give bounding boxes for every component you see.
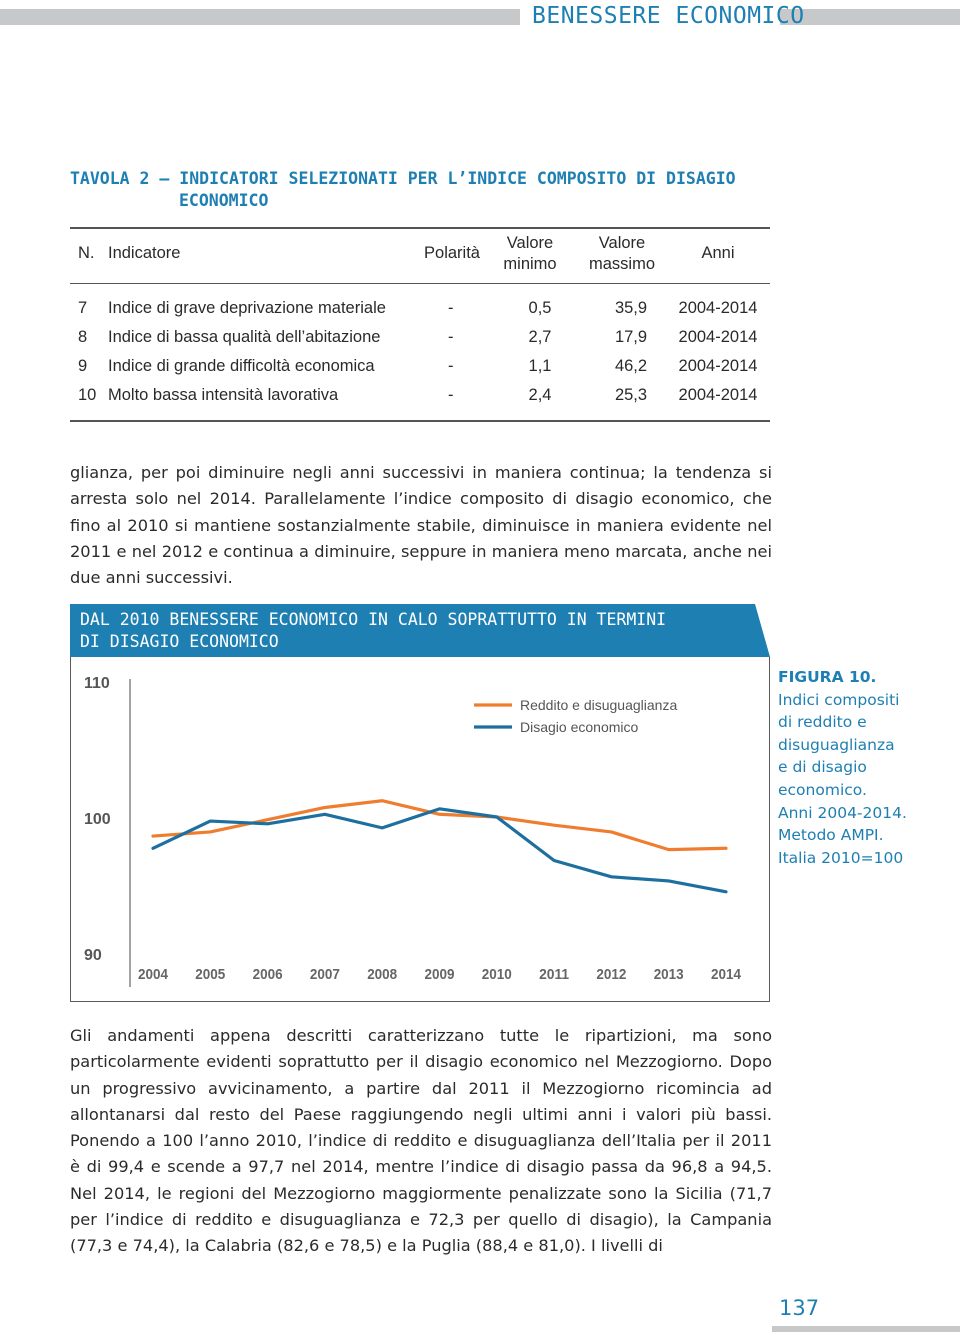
row-min: 1,1: [528, 357, 552, 375]
x-tick-label: 2004: [138, 966, 169, 983]
body-paragraph-2: Gli andamenti appena descritti caratterizzano tutte le ripartizioni, ma sono particolarmente evidenti soprattutto per il disagio economico nel Mezzogiorno. Dopo un progressivo avvicinamento, a partire dal 2011 il Mezzogiorno ricomincia ad allontanarsi dal resto del Paese raggiungendo negli ultimi anni i valori più bassi. Ponendo a 100 l’anno 2010, l’indice di reddito e disuguaglianza dell’Italia per il 2011 è di 99,4 e scende a 97,7 nel 2014, mentre l’indice di disagio passa da 96,8 a 94,5. Nel 2014, le regioni del Mezzogiorno maggiormente penalizzate sono la Sicilia (71,7 per l’indice di reddito e disuguaglianza e 72,3 per quello di disagio), la Campania (77,3 e 74,4), la Calabria (82,6 e 78,5) e la Puglia (88,4 e 81,0). I livelli di: [70, 1026, 772, 1256]
header-polarita: Polarità: [424, 244, 480, 262]
header-valore-massimo-l1: Valore: [598, 234, 646, 252]
header-valore-minimo-l2: minimo: [503, 255, 557, 273]
row-min: 2,4: [528, 386, 552, 404]
row-polarita: -: [448, 328, 454, 346]
row-max: 35,9: [614, 299, 648, 317]
header-valore-massimo: [578, 233, 666, 275]
row-anni: 2004-2014: [678, 386, 758, 404]
table-top-rule: [70, 227, 770, 229]
header-bar-left: [0, 9, 520, 25]
caption-line: Italia 2010=100: [778, 848, 904, 867]
row-n: 7: [78, 299, 88, 317]
x-tick-label: 2012: [596, 966, 627, 983]
row-anni: 2004-2014: [678, 299, 758, 317]
row-min: 0,5: [528, 299, 552, 317]
section-title: BENESSERE ECONOMICO: [532, 3, 805, 29]
row-indicatore: Indice di bassa qualità dell’abitazione: [108, 328, 381, 346]
row-indicatore: Molto bassa intensità lavorativa: [108, 386, 339, 404]
row-polarita: -: [448, 299, 454, 317]
x-tick-label: 2014: [711, 966, 742, 983]
legend-label: Disagio economico: [520, 719, 639, 735]
x-tick-label: 2005: [195, 966, 226, 983]
row-max: 25,3: [614, 386, 648, 404]
x-tick-label: 2011: [539, 966, 570, 983]
page-number: 137: [779, 1296, 820, 1320]
row-min: 2,7: [528, 328, 552, 346]
x-tick-label: 2006: [252, 966, 283, 983]
header-anni: Anni: [701, 244, 735, 262]
caption-line: Indici compositi: [778, 690, 900, 709]
row-max: 17,9: [614, 328, 648, 346]
chart-title-line1: DAL 2010 BENESSERE ECONOMICO IN CALO SOPRATTUTTO IN TERMINI: [80, 610, 667, 629]
header-valore-massimo-l2: massimo: [588, 255, 655, 273]
x-tick-label: 2008: [367, 966, 398, 983]
page-footer-rule: [772, 1326, 960, 1332]
header-valore-minimo: [488, 233, 572, 275]
line-chart: [70, 657, 770, 1002]
header-n: N.: [78, 244, 95, 262]
y-tick-label: 100: [84, 811, 111, 828]
body-paragraph-1: glianza, per poi diminuire negli anni successivi in maniera continua; la tendenza si arresta solo nel 2014. Parallelamente l’indice composito di disagio economico, che fino al 2010 si mantiene sostanzialmente stabile, diminuisce in maniera evidente nel 2011 e nel 2012 e continua a diminuire, seppure in maniera meno marcata, anche nei due anni successivi.: [70, 463, 772, 588]
y-tick-label: 90: [84, 947, 102, 964]
header-valore-minimo-l1: Valore: [506, 234, 554, 252]
x-tick-label: 2013: [653, 966, 684, 983]
row-polarita: -: [448, 357, 454, 375]
table-title-line2: ECONOMICO: [179, 191, 269, 210]
table-bottom-rule: [70, 420, 770, 422]
row-anni: 2004-2014: [678, 357, 758, 375]
figure-label: FIGURA 10.: [778, 668, 877, 686]
legend-label: Reddito e disuguaglianza: [520, 697, 678, 713]
y-tick-label: 110: [84, 675, 110, 692]
x-tick-label: 2010: [481, 966, 512, 983]
caption-line: Anni 2004-2014.: [778, 803, 907, 822]
x-tick-label: 2007: [309, 966, 340, 983]
caption-line: di reddito e: [778, 713, 867, 732]
table-header-rule: [70, 283, 770, 284]
chart-title-line2: DI DISAGIO ECONOMICO: [80, 632, 279, 651]
row-indicatore: Indice di grave deprivazione materiale: [108, 299, 386, 317]
caption-line: e di disagio: [778, 758, 867, 777]
header-bar-right: [780, 9, 960, 25]
table-title: [70, 168, 770, 212]
caption-line: disuguaglianza: [778, 735, 895, 754]
row-n: 9: [78, 357, 88, 375]
caption-line: Metodo AMPI.: [778, 826, 884, 845]
x-tick-label: 2009: [424, 966, 455, 983]
figure-caption: [778, 666, 948, 869]
caption-line: economico.: [778, 780, 867, 799]
row-n: 8: [78, 328, 88, 346]
row-indicatore: Indice di grande difficoltà economica: [108, 357, 375, 375]
table-title-line1: TAVOLA 2 – INDICATORI SELEZIONATI PER L’INDICE COMPOSITO DI DISAGIO: [70, 169, 736, 188]
header-indicatore: Indicatore: [108, 244, 181, 262]
row-n: 10: [78, 386, 97, 404]
chart-title: [80, 609, 666, 653]
series-line-disagio: [153, 809, 726, 892]
row-anni: 2004-2014: [678, 328, 758, 346]
row-polarita: -: [448, 386, 454, 404]
row-max: 46,2: [614, 357, 648, 375]
